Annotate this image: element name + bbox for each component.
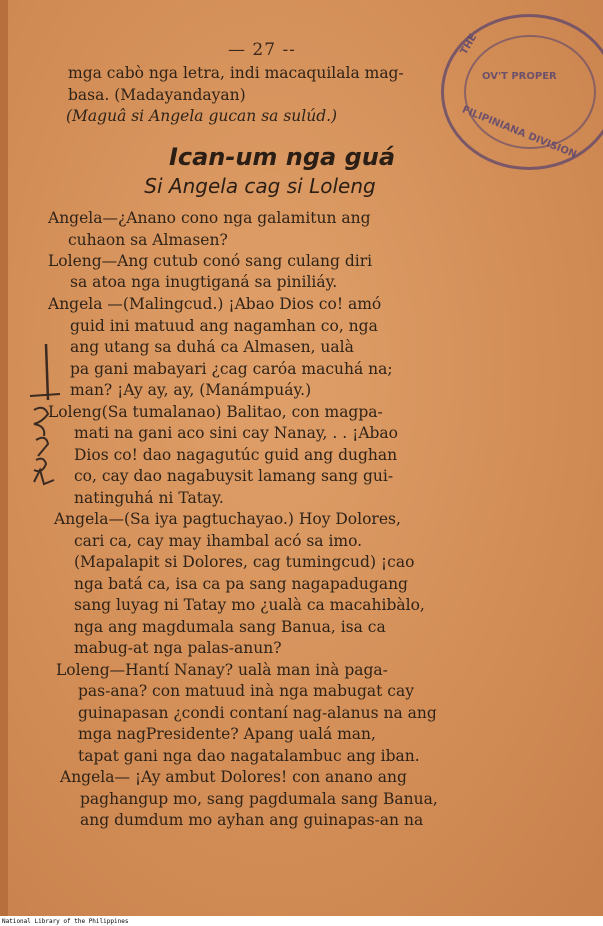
text-line: pa gani mabayari ¿cag caróa macuhá na; [70,360,393,378]
page-subtitle: Si Angela cag si Loleng [144,174,376,198]
page-number: — 27 -- [228,40,296,60]
text-line: co, cay dao nagabuysit lamang sang gui- [74,467,394,485]
text-line: nga batá ca, isa ca pa sang nagapadugang [74,575,408,593]
text-line: mati na gani aco sini cay Nanay, . . ¡Abao [74,424,399,442]
handwritten-call-number-mark [22,340,62,500]
text-line: Angela —(Malingcud.) ¡Abao Dios co! amó [48,295,382,313]
text-line: basa. (Madayandayan) [68,86,246,104]
text-line: Loleng(Sa tumalanao) Balitao, con magpa- [48,403,383,421]
stamp-text-top: OV'T PROPER [482,71,557,82]
stamp-text-the: THE [458,32,480,57]
stamp-text-bottom: FILIPINIANA DIVISION [460,104,578,161]
text-line: guid ini matuud ang nagamhan co, nga [70,317,378,335]
page-edge [0,0,8,916]
footer-credit: National Library of the Philippines [2,918,129,925]
text-line: nga ang magdumala sang Banua, isa ca [74,618,386,636]
text-line: sang luyag ni Tatay mo ¿ualà ca macahibàlo, [74,596,425,614]
text-line: guinapasan ¿condi contaní nag-alanus na ang [78,704,437,722]
text-line: ang dumdum mo ayhan ang guinapas-an na [80,811,424,829]
page-title: Ican-um nga guá [168,143,396,171]
text-line: Loleng—Hantí Nanay? ualà man inà paga- [56,661,388,679]
text-line: Angela— ¡Ay ambut Dolores! con anano ang [60,768,407,786]
text-line: paghangup mo, sang pagdumala sang Banua, [80,790,438,808]
text-line: pas-ana? con matuud inà nga mabugat cay [78,682,414,700]
text-line: natinguhá ni Tatay. [74,489,224,507]
text-line: (Maguâ si Angela gucan sa sulúd.) [66,107,338,125]
text-line: tapat gani nga dao nagatalambuc ang iban. [78,747,420,765]
text-line: Loleng—Ang cutub conó sang culang diri [48,252,373,270]
text-line: (Mapalapit si Dolores, cag tumingcud) ¡cao [74,553,415,571]
text-line: mga nagPresidente? Apang ualá man, [78,725,376,743]
text-line: ang utang sa duhá ca Almasen, ualà [70,338,354,356]
text-line: Angela—(Sa iya pagtuchayao.) Hoy Dolores, [54,510,401,528]
text-line: sa atoa nga inugtiganá sa piniliáy. [70,273,338,291]
text-line: cuhaon sa Almasen? [68,231,228,249]
text-line: mga cabò nga letra, indi macaquilala mag- [68,64,404,82]
text-line: cari ca, cay may ihambal acó sa imo. [74,532,363,550]
text-line: Angela—¿Anano cono nga galamitun ang [48,209,371,227]
text-line: mabug-at nga palas-anun? [74,639,282,657]
text-line: Dios co! dao nagagutúc guid ang dughan [74,446,398,464]
text-line: man? ¡Ay ay, ay, (Manámpuáy.) [70,381,312,399]
